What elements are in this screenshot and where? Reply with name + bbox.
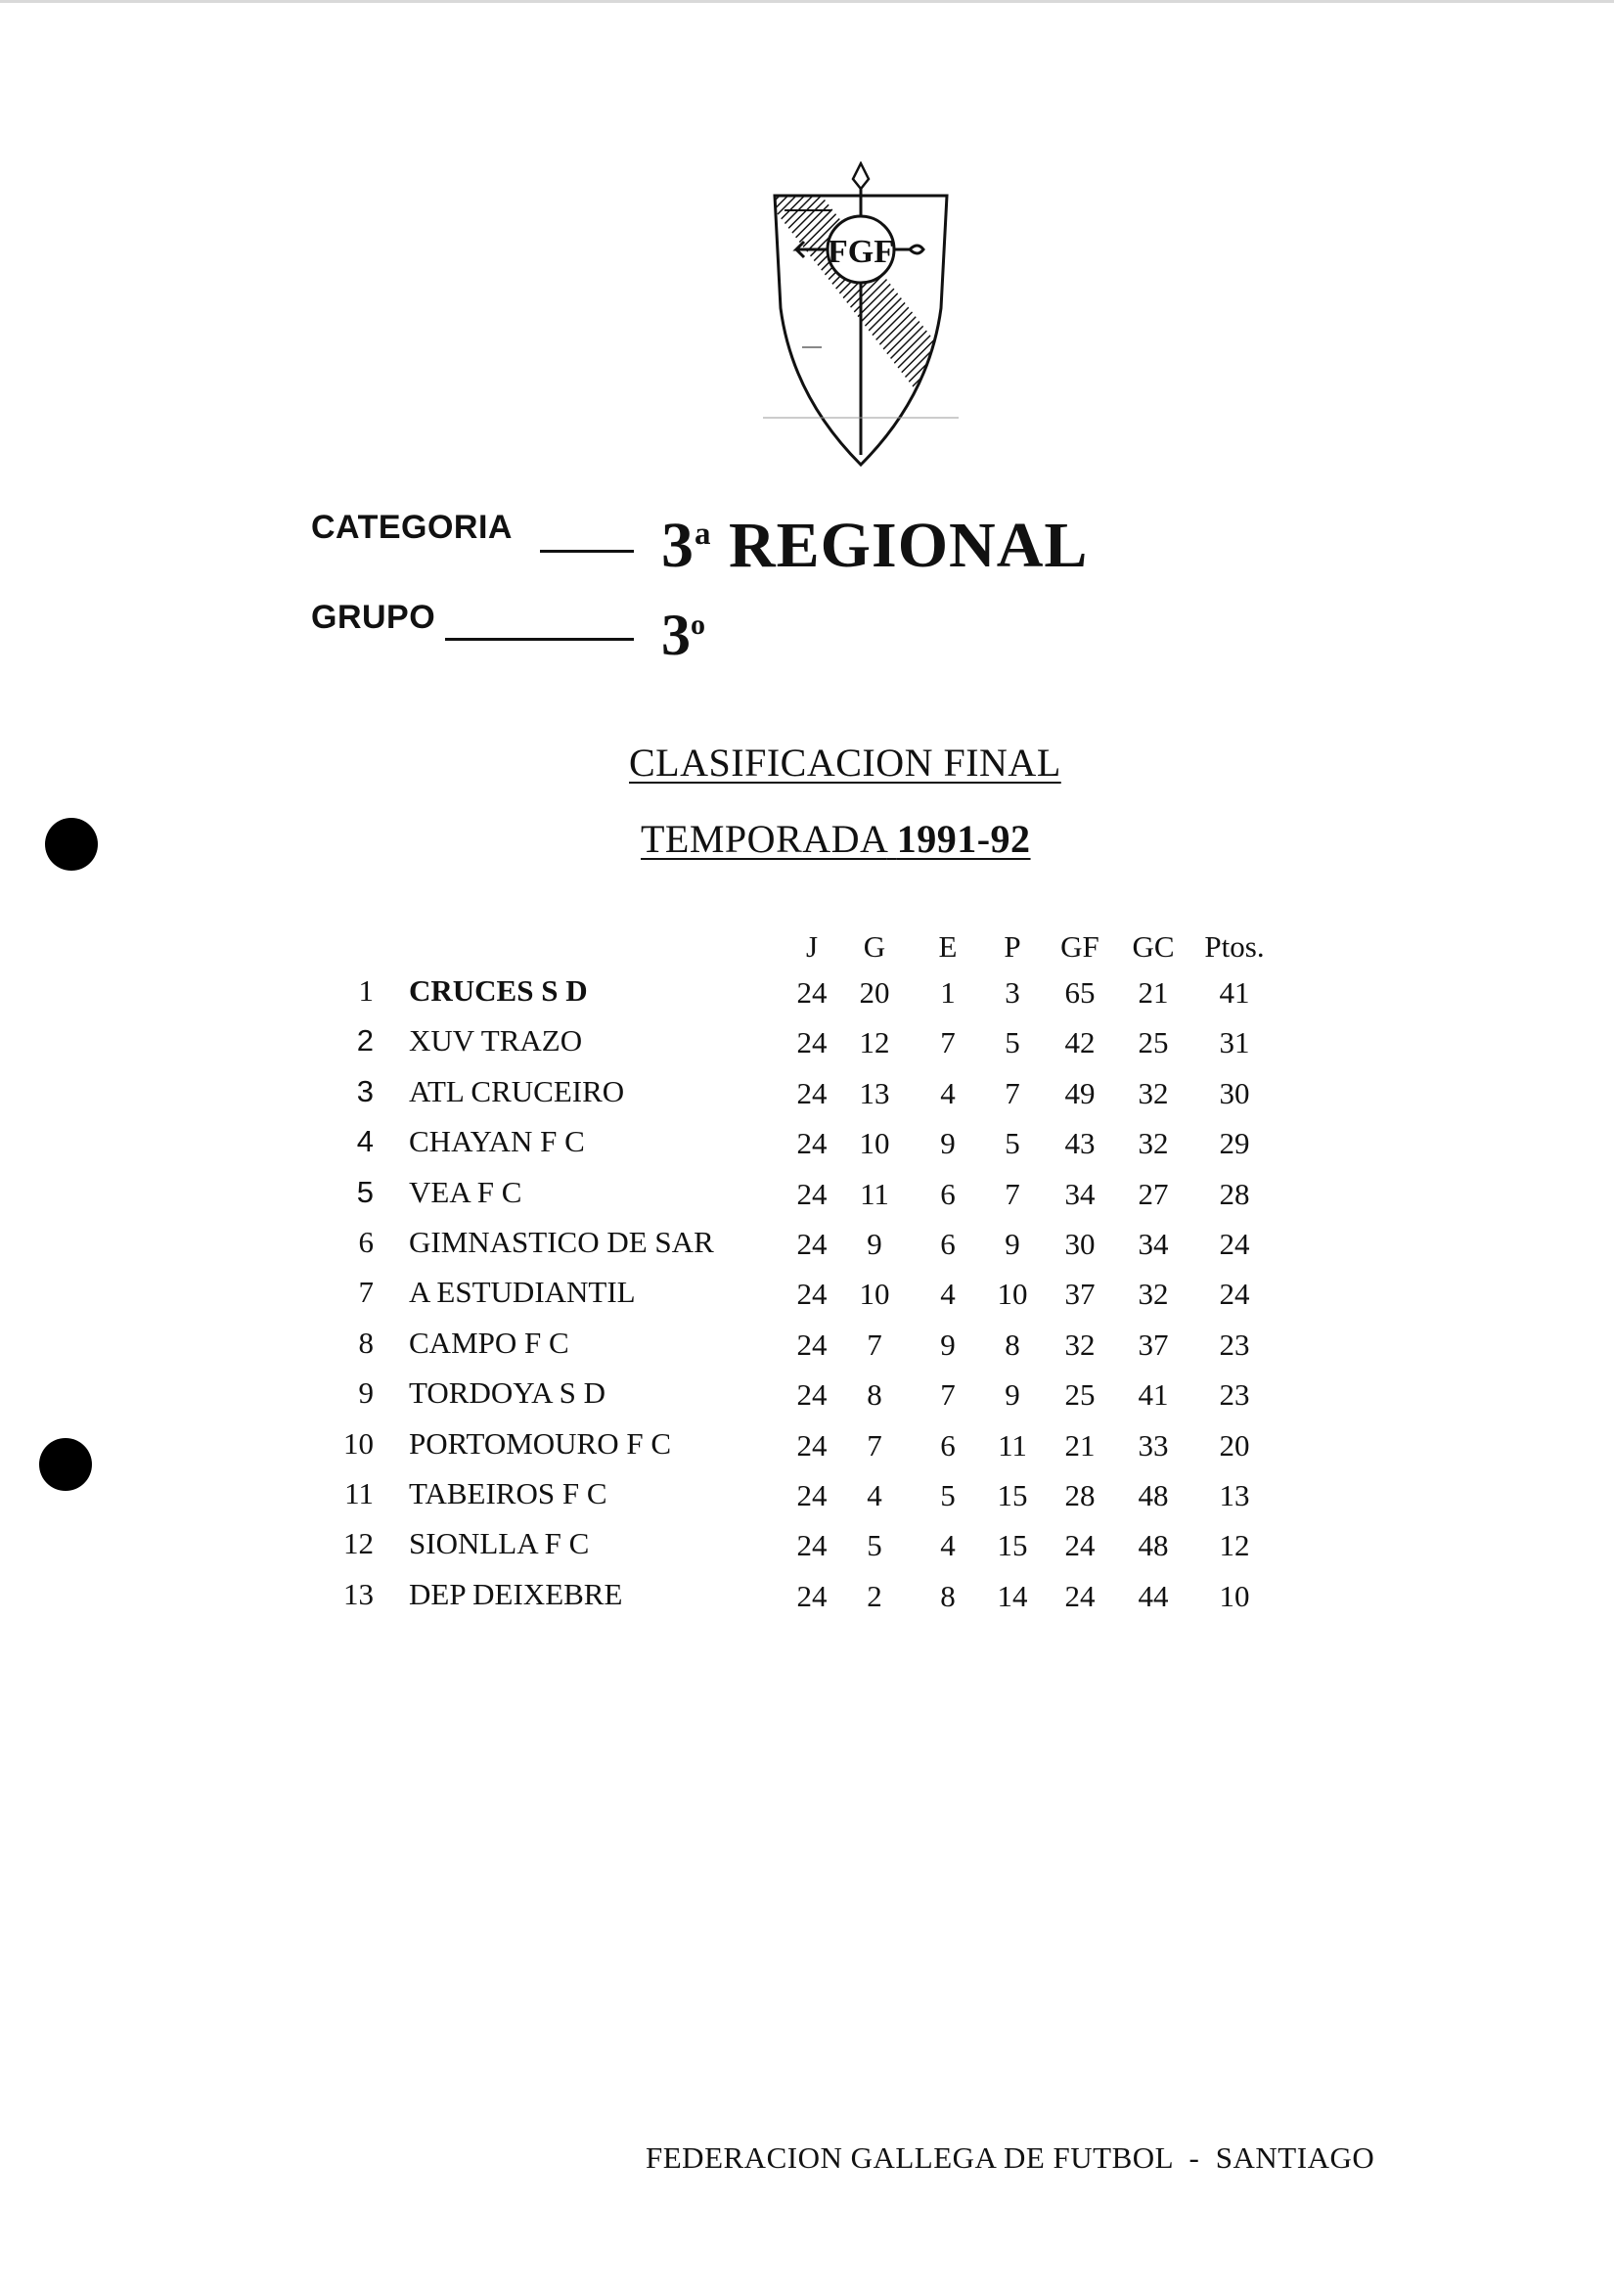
- row-stat-j: 24: [796, 1528, 828, 1563]
- row-stat-e: 6: [940, 1427, 956, 1463]
- row-stat-j: 24: [796, 1377, 828, 1413]
- row-stat-gc: 33: [1138, 1427, 1169, 1463]
- row-stat-p: 10: [997, 1277, 1028, 1312]
- row-stat-e: 4: [940, 1528, 956, 1563]
- row-stat-e: 9: [940, 1126, 956, 1161]
- row-stat-g: 7: [867, 1327, 882, 1362]
- row-stat-e: 8: [940, 1578, 956, 1613]
- row-team-name: TABEIROS F C: [409, 1476, 607, 1510]
- row-stat-g: 13: [859, 1075, 890, 1110]
- row-position: 4: [356, 1124, 374, 1159]
- row-stat-e: 4: [940, 1277, 956, 1312]
- row-stat-p: 15: [997, 1528, 1028, 1563]
- row-position: 10: [343, 1425, 374, 1461]
- row-stat-ptos: 12: [1219, 1528, 1250, 1563]
- row-stat-gf: 43: [1064, 1126, 1096, 1161]
- row-stat-gc: 48: [1138, 1478, 1169, 1512]
- grupo-label: GRUPO: [311, 599, 436, 636]
- row-stat-g: 10: [859, 1277, 890, 1312]
- row-stat-p: 7: [1005, 1075, 1020, 1110]
- row-stat-gf: 24: [1064, 1528, 1096, 1563]
- row-stat-gf: 37: [1064, 1277, 1096, 1312]
- row-stat-p: 7: [1005, 1176, 1020, 1211]
- row-position: 1: [358, 973, 374, 1008]
- scan-top-edge: [0, 0, 1614, 3]
- row-stat-e: 7: [940, 1377, 956, 1413]
- row-position: 5: [356, 1174, 374, 1209]
- row-stat-g: 8: [867, 1377, 882, 1413]
- column-header-g: G: [863, 929, 886, 964]
- row-stat-p: 14: [997, 1578, 1028, 1613]
- row-stat-j: 24: [796, 1478, 828, 1512]
- row-team-name: CHAYAN F C: [409, 1124, 585, 1159]
- punch-hole-top: [45, 818, 98, 871]
- punch-hole-bottom: [39, 1438, 92, 1491]
- row-stat-p: 9: [1005, 1227, 1020, 1261]
- grupo-value: [661, 602, 705, 669]
- svg-text:FGF: FGF: [828, 234, 894, 270]
- row-stat-j: 24: [796, 1227, 828, 1261]
- row-team-name: XUV TRAZO: [409, 1023, 583, 1058]
- row-stat-j: 24: [796, 1126, 828, 1161]
- categoria-label: CATEGORIA: [311, 509, 513, 546]
- row-stat-gc: 32: [1138, 1126, 1169, 1161]
- row-stat-e: 9: [940, 1327, 956, 1362]
- row-stat-ptos: 29: [1219, 1126, 1250, 1161]
- categoria-value: [661, 509, 1088, 583]
- row-stat-gf: 49: [1064, 1075, 1096, 1110]
- row-stat-gc: 41: [1138, 1377, 1169, 1413]
- row-position: 6: [358, 1225, 374, 1259]
- row-stat-g: 9: [867, 1227, 882, 1261]
- temporada-title: [641, 816, 1031, 862]
- row-stat-g: 10: [859, 1126, 890, 1161]
- row-stat-gc: 21: [1138, 975, 1169, 1010]
- categoria-name: REGIONAL: [711, 510, 1089, 581]
- row-team-name: VEA F C: [409, 1174, 522, 1209]
- temporada-year: 1991-92: [896, 817, 1031, 861]
- row-stat-g: 12: [859, 1025, 890, 1060]
- row-stat-j: 24: [796, 1578, 828, 1613]
- row-stat-gc: 37: [1138, 1327, 1169, 1362]
- row-stat-ptos: 13: [1219, 1478, 1250, 1512]
- row-stat-p: 5: [1005, 1126, 1020, 1161]
- row-stat-j: 24: [796, 1277, 828, 1312]
- row-stat-e: 6: [940, 1227, 956, 1261]
- row-stat-ptos: 24: [1219, 1227, 1250, 1261]
- row-stat-p: 5: [1005, 1025, 1020, 1060]
- row-team-name: TORDOYA S D: [409, 1375, 605, 1411]
- row-stat-e: 4: [940, 1075, 956, 1110]
- row-stat-p: 9: [1005, 1377, 1020, 1413]
- footer-federation: FEDERACION GALLEGA DE FUTBOL - SANTIAGO: [646, 2140, 1375, 2175]
- row-stat-gc: 34: [1138, 1227, 1169, 1261]
- row-team-name: ATL CRUCEIRO: [409, 1073, 625, 1108]
- row-stat-ptos: 41: [1219, 975, 1250, 1010]
- row-stat-g: 5: [867, 1528, 882, 1563]
- row-stat-g: 7: [867, 1427, 882, 1463]
- football-federation-crest-icon: [763, 161, 959, 470]
- grupo-ordinal: o: [691, 608, 705, 641]
- categoria-underline: [540, 550, 634, 553]
- row-stat-gf: 25: [1064, 1377, 1096, 1413]
- row-stat-gc: 25: [1138, 1025, 1169, 1060]
- row-stat-ptos: 23: [1219, 1377, 1250, 1413]
- row-stat-g: 11: [860, 1176, 889, 1211]
- row-stat-g: 2: [867, 1578, 882, 1613]
- row-team-name: DEP DEIXEBRE: [409, 1576, 623, 1611]
- row-stat-ptos: 30: [1219, 1075, 1250, 1110]
- row-stat-ptos: 31: [1219, 1025, 1250, 1060]
- row-stat-p: 15: [997, 1478, 1028, 1512]
- row-stat-gc: 32: [1138, 1075, 1169, 1110]
- row-stat-ptos: 24: [1219, 1277, 1250, 1312]
- row-stat-j: 24: [796, 1025, 828, 1060]
- row-stat-j: 24: [796, 1327, 828, 1362]
- row-position: 3: [356, 1073, 374, 1108]
- row-stat-p: 8: [1005, 1327, 1020, 1362]
- row-stat-j: 24: [796, 1427, 828, 1463]
- row-position: 12: [343, 1526, 374, 1561]
- row-stat-gf: 34: [1064, 1176, 1096, 1211]
- row-position: 9: [358, 1375, 374, 1411]
- row-stat-e: 1: [940, 975, 956, 1010]
- row-stat-p: 3: [1005, 975, 1020, 1010]
- row-stat-e: 6: [940, 1176, 956, 1211]
- row-stat-gc: 44: [1138, 1578, 1169, 1613]
- row-stat-e: 7: [940, 1025, 956, 1060]
- row-team-name: SIONLLA F C: [409, 1526, 590, 1561]
- column-header-p: P: [1004, 929, 1021, 964]
- column-header-gc: GC: [1132, 929, 1175, 964]
- row-team-name: CRUCES S D: [409, 973, 588, 1008]
- row-stat-g: 20: [859, 975, 890, 1010]
- row-stat-gf: 65: [1064, 975, 1096, 1010]
- row-stat-gf: 42: [1064, 1025, 1096, 1060]
- row-stat-gc: 48: [1138, 1528, 1169, 1563]
- row-team-name: A ESTUDIANTIL: [409, 1275, 636, 1310]
- row-stat-ptos: 20: [1219, 1427, 1250, 1463]
- column-header-j: J: [805, 929, 819, 964]
- row-stat-ptos: 23: [1219, 1327, 1250, 1362]
- row-stat-ptos: 28: [1219, 1176, 1250, 1211]
- row-position: 11: [344, 1476, 374, 1510]
- row-stat-gf: 24: [1064, 1578, 1096, 1613]
- row-stat-gf: 32: [1064, 1327, 1096, 1362]
- row-stat-gc: 32: [1138, 1277, 1169, 1312]
- row-stat-j: 24: [796, 1075, 828, 1110]
- row-stat-e: 5: [940, 1478, 956, 1512]
- column-header-gf: GF: [1060, 929, 1099, 964]
- categoria-ordinal: a: [695, 516, 712, 552]
- categoria-number: 3: [661, 510, 695, 581]
- row-team-name: GIMNASTICO DE SAR: [409, 1225, 714, 1259]
- row-stat-j: 24: [796, 1176, 828, 1211]
- row-position: 13: [343, 1576, 374, 1611]
- row-position: 2: [356, 1023, 374, 1058]
- grupo-number: 3: [661, 603, 691, 667]
- row-stat-gf: 21: [1064, 1427, 1096, 1463]
- temporada-label: TEMPORADA: [641, 817, 887, 861]
- row-position: 8: [358, 1325, 374, 1360]
- row-stat-gf: 28: [1064, 1478, 1096, 1512]
- column-header-e: E: [938, 929, 958, 964]
- row-position: 7: [358, 1275, 374, 1310]
- row-stat-p: 11: [998, 1427, 1027, 1463]
- row-stat-gc: 27: [1138, 1176, 1169, 1211]
- column-header-ptos: Ptos.: [1204, 929, 1265, 964]
- row-stat-gf: 30: [1064, 1227, 1096, 1261]
- row-team-name: CAMPO F C: [409, 1325, 569, 1360]
- row-stat-j: 24: [796, 975, 828, 1010]
- row-team-name: PORTOMOURO F C: [409, 1425, 672, 1461]
- clasificacion-title: CLASIFICACION FINAL: [629, 741, 1061, 785]
- row-stat-g: 4: [867, 1478, 882, 1512]
- grupo-underline: [445, 638, 634, 641]
- row-stat-ptos: 10: [1219, 1578, 1250, 1613]
